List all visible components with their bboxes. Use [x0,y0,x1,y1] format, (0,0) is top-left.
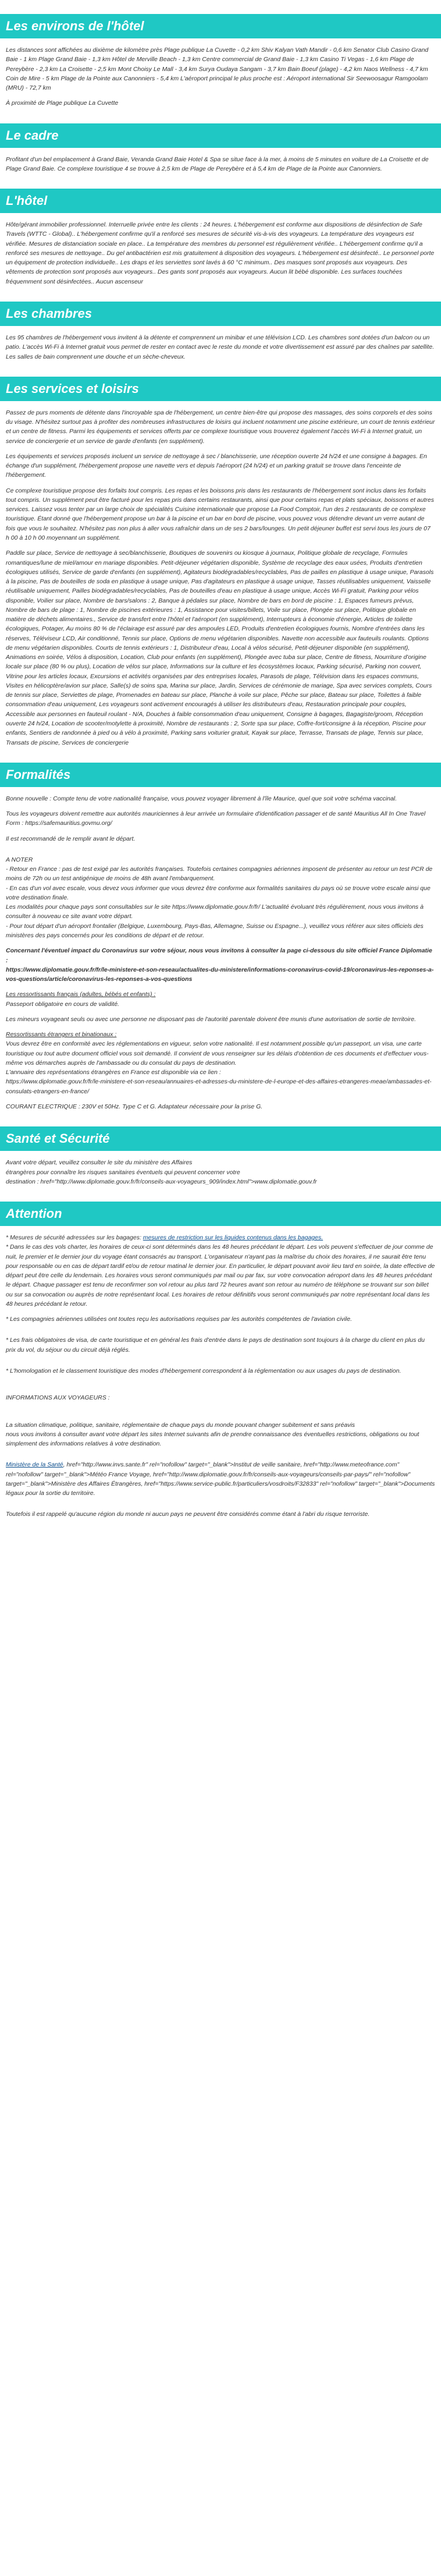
attention-terrorism: Toutefois il est rappelé qu'aucune région du monde ni aucun pays ne peuvent être considérés comme étant à l'abri du risque terroriste. [6,1511,370,1518]
sante-line-2: étrangères pour connaître les risques sanitaires éventuels qui peuvent concerner votre [6,1168,240,1176]
formalites-covid-heading: Concernant l'éventuel impact du Coronavirus sur votre séjour, nous vous invitons à consulter la page ci-dessous du site officiel France Diplomatie : [6,947,432,964]
hotel-text: Hôte/gérant immobilier professionnel. Interruelle privée entre les clients : 24 heures. L'hébergement est conforme aux dispositions de désinfection de Safe Travels (WTTC - Global).. L'hébergement confirme qu'il a renforcé ses mesures de sécurité vis-à-vis des voyageurs. La température des voyageurs est vérifiée. Mesures de distanciation sociale en place.. La température des membres du personnel est régulièrement vérifiée.. L'hébergement confirme qu'il a renforcé ses mesures de nettoyage.. Du gel antibactérien est mis gratuitement à disposition des voyageurs. L'hébergement est désinfecté.. Le personnel porte un équipement de protection individuelle.. Les draps et les serviettes sont lavés à 60 °C minimum.. Des masques sont proposés aux voyageurs. Des vêtements de protection sont proposés aux voyageurs.. Des gants sont proposés aux voyageurs. Aucun lit bébé disponible. Les surfaces touchées fréquemment sont désinfectées.. Aucun ascenseur [6,221,435,285]
formalites-border-airport: - Pour tout départ d'un aéroport frontalier (Belgique, Luxembourg, Pays-Bas, Allemagne, Suisse ou Espagne...), veuillez vous référer aux sites officiels des ministères des pays concernés pour les conditions de départ et de retour. [6,922,424,939]
formalites-covid-link[interactable]: https://www.diplomatie.gouv.fr/fr/le-ministere-et-son-reseau/actualites-du-ministere/informations-coronavirus-covid-19/coronavirus-les-reponses-a-vos-questions/article/coronavirus-les-reponses-a-vos-questions [6,966,434,983]
formalites-electric: COURANT ELECTRIQUE : 230V et 50Hz. Type C et G. Adaptateur nécessaire pour la prise G. [6,1103,263,1110]
attention-baggage-label: * Mesures de sécurité adressées sur les bagages: [6,1234,143,1242]
attention-links-rest: , href="http://www.invs.sante.fr" rel="nofollow" target="_blank">Institut de veille sanitaire, href="http://www.meteofrance.com" rel="nofollow" target="_blank">Météo France Voyage, href="http://www.diplomatie.gouv.fr/fr/conseils-aux-voyageurs/conseils-par-pays/" rel="nofollow" target="_blank">Ministère des Affaires Étrangères, href="https://www.service-public.fr/particuliers/vosdroits/F32833" rel="nofollow" target="_blank">Documents légaux pour la sortie du territoire. [6,1461,435,1497]
sante-line-1: Avant votre départ, veuillez consulter le site du ministère des Affaires [6,1159,193,1167]
formalites-directory-link[interactable]: https://www.diplomatie.gouv.fr/fr/le-ministere-et-son-reseau/annuaires-et-adresses-du-ministere-de-l-europe-et-des-affaires-etrangeres-meae/ambassades-et-consulats-etrangers-en-france/ [6,1078,432,1095]
formalites-foreign-text: Vous devrez être en conformité avec les réglementations en vigueur, selon votre nationalité. Il est notamment possible qu'un passeport, un visa, une carte touristique ou tout autre document officiel vous soit demandé. Il convient de vous renseigner sur les délais d'obtention de ces documents et d'effectuer vous-même vos démarches auprès de l'ambassade ou du consulat du pays de destination. [6,1040,429,1066]
attention-classification: * L'homologation et le classement touristique des modes d'hébergement correspondent à la réglementation ou aux usages du pays de destination. [6,1367,401,1374]
sante-line-3: destination : href="http://www.diplomatie.gouv.fr/fr/conseils-aux-voyageurs_909/index.html">www.diplomatie.gouv.fr [6,1178,317,1185]
attention-info-heading: INFORMATIONS AUX VOYAGEURS : [6,1394,110,1402]
liquids-restriction-link[interactable]: mesures de restriction sur les liquides contenus dans les bagages. [143,1234,323,1242]
ministere-sante-link[interactable]: Ministère de la Santé [6,1461,63,1469]
formalites-recommend: Il est recommandé de le remplir avant le départ. [6,835,136,842]
section-title-cadre: Le cadre [0,123,441,148]
environs-proximity: À proximité de Plage publique La Cuvette [6,100,119,107]
formalites-foreign-heading: Ressortissants étrangers et binationaux : [6,1031,117,1039]
attention-airlines: * Les compagnies aériennes utilisées ont toutes reçu les autorisations requises par les autorités compétentes de l'aviation civile. [6,1316,352,1323]
services-equipment: Les équipements et services proposés incluent un service de nettoyage à sec / blanchisserie, une réception ouverte 24 h/24 et une consigne à bagages. En échange d'un supplément, l'hébergement propose une navette vers et depuis l'aéroport (24 h/24) et un parking gratuit se trouve dans l'enceinte de l'hébergement. [6,452,427,479]
services-restaurants: Ce complexe touristique propose des forfaits tout compris. Les repas et les boissons pris dans les restaurants de l'hébergement sont inclus dans les forfaits tout compris. Un supplément peut être facturé pour les repas pris dans certains restaurants, ainsi que pour certains repas et plats spéciaux, boissons et autres services. Laissez vous tenter par un large choix de spécialités Cuisine internationale que propose La Food Comptoir, l'un des 2 restaurants de ce complexe touristique. Étant donné que l'hébergement propose un bar à la piscine et un bar en bord de piscine, vous pouvez vous détendre devant un verre autant de fois que vous le souhaitez. N'hésitez pas non plus à aller vous rafraîchir dans un de ses 2 bars/lounges. Un petit déjeuner buffet est servi tous les jours de 07 h 00 à 10 h 00 moyennant un supplément. [6,487,434,541]
attention-baggage [6,1233,435,1242]
section-title-environs: Les environs de l'hôtel [0,14,441,38]
formalites-french-heading: Les ressortissants français (adultes, bébés et enfants) : [6,991,156,998]
section-title-formalites: Formalités [0,763,441,787]
section-formalites [0,763,441,1111]
formalites-return: - Retour en France : pas de test exigé par les autorités françaises. Toutefois certaines compagnies aériennes imposent de présenter au retour un test PCR de moins de 72h ou un test antigénique de moins de 48h avant l'embarquement. [6,866,433,883]
attention-sites: nous vous invitons à consulter avant votre départ les sites Internet suivants afin de prendre connaissance des éventuelles restrictions, obligations ou tout simplement des informations relatives à votre destination. [6,1430,419,1448]
section-hotel [0,189,441,286]
formalites-note-heading: A NOTER [6,856,33,863]
section-title-sante: Santé et Sécurité [0,1126,441,1151]
services-spa: Passez de purs moments de détente dans l'incroyable spa de l'hébergement, un centre bien-être qui propose des massages, des soins corporels et des soins du visage. N'hésitez surtout pas à profiter des nombreuses infrastructures de loisirs qui incluent notamment une piscine extérieure, un court de tennis extérieur et un centre de fitness. Parmi les équipements et services offerts par ce complexe touristique vous trouverez également l'accès Wi-Fi à Internet gratuit, un service de conciergerie et un service de garde d'enfants (en supplément). [6,409,435,445]
services-list: Paddle sur place, Service de nettoyage à sec/blanchisserie, Boutiques de souvenirs ou kiosque à journaux, Politique globale de recyclage, Formules romantiques/lune de miel/amour en mariage disponibles. Petit-déjeuner végétarien disponible, Système de recyclage des eaux usées, Produits d'entretien écologiques utilisés, Service de garde d'enfants (en supplément), Agitateurs biodégradables/recyclables, Pas de pailles en plastique à usage unique, Parasols à la piscine, Pas de bouteilles de soda en plastique à usage unique, Pas d'agitateurs en plastique à usage unique, Tasses réutilisables uniquement, Vaisselle réutilisable uniquement, Pailles biodégradables/recyclables, Pas de bouteilles d'eau en plastique à usage unique, Accès Wi-Fi gratuit, Parking pour vélos disponible, Voilier sur place, Nombre de bars/salons : 2, Banque à pédales sur place, Nombre de bars en bord de piscine : 1, Espaces fumeurs prévus, Nombre de bars de plage : 1, Nombre de piscines extérieures : 1, Assistance pour visites/billets, Voile sur place, Plongée sur place, Politique globale en matière de déchets alimentaires., Service de transfert entre l'hôtel et l'aéroport (en supplément), Interrupteurs à économie d'énergie, Articles de toilette écologiques, Potager, Au moins 80 % de l'éclairage est assuré par des ampoules LED, Produits d'entretien écologiques fournis, Nombre d'entrées dans les réserves, Téléviseur LCD, Air conditionné, Tennis sur place, Options de menu végétarien disponibles. Navette non accessible aux fauteuils roulants. Options de menu végétarien disponibles. Courts de tennis extérieurs : 1, Distributeur d'eau, Local à vélos sécurisé, Petit-déjeuner disponible (en supplément), Animations en soirée, Vélos à disposition, Location, Club pour enfants (en supplément), Plongée avec tuba sur place, Centre de fitness, Nourriture d'origine locale sur place (80 % ou plus), Location de vélos sur place, Informations sur la culture et les écosystèmes locaux, Parking sécurisé, Parking non couvert, Vitrine pour les articles locaux, Excursions et activités organisées par des entreprises locales, Parasols de plage, Télévision dans les espaces communs, Visites en hélicoptère/avion sur place, Salle(s) de soins spa, Marina sur place, Jardin, Services de cérémonie de mariage, Spa avec services complets, Cours de tennis sur place, Serviettes de plage, Promenades en bateau sur place, Planche à voile sur place, Pêche sur place, Bateau sur place, Toilettes à faible consommation d'eau uniquement, Les voyageurs sont activement encouragés à utiliser les distributeurs d'eau, Restauration principale pour couples, Accessible aux personnes en fauteuil roulant - N/A, Douches à faible consommation d'eau uniquement, Consigne à bagages, Bagagiste/groom, Réception ouverte 24 h/24, Location de scooter/motylette à proximité, Nombre de restaurants : 2, Sorte spa sur place, Coffre-fort/consigne à la réception, Piscine pour enfants, Sentiers de randonnée à pied ou à vélo à proximité, Parking sans voiturier gratuit, Kayak sur place, Terrasse, Transats de plage, Tennis sur place, Transats de piscine, Services de conciergerie [6,550,434,746]
formalites-stopover: - En cas d'un vol avec escale, vous devez vous informer que vous devrez être conforme aux formalités sanitaires du pays où se trouve votre escale ainsi que votre destination finale. [6,884,431,901]
formalites-passport: Passeport obligatoire en cours de validité. [6,1000,119,1008]
section-sante [0,1126,441,1186]
section-cadre [0,123,441,174]
attention-fees: * Les frais obligatoires de visa, de carte touristique et en général les frais d'entrée dans le pays de destination sont toujours à la charge du client en plus du prix du vol, du séjour ou du circuit déjà réglés. [6,1337,425,1353]
formalites-country-rules: Les modalités pour chaque pays sont consultables sur le site https://www.diplomatie.gouv.fr/fr/ L'actualité évoluant très régulièrement, nous vous invitons à consulter à nouveau ce site avant votre départ. [6,903,424,920]
formalites-directory: L'annuaire des représentations étrangères en France est disponible via ce lien : [6,1069,221,1076]
section-title-attention: Attention [0,1202,441,1226]
attention-situation: La situation climatique, politique, sanitaire, réglementaire de chaque pays du monde pouvant changer subitement et sans préavis [6,1421,355,1429]
formalites-nationality: Bonne nouvelle : Compte tenu de votre nationalité française, vous pouvez voyager librement à l'île Maurice, quel que soit votre schéma vaccinal. [6,795,397,802]
section-chambres [0,302,441,362]
attention-charter: * Dans le cas des vols charter, les horaires de ceux-ci sont déterminés dans les 48 heures précédant le départ. Les vols peuvent s'effectuer de jour comme de nuit, le premier et le dernier jour du voyage étant consacrés au transport. L'organisateur n'ayant pas la maîtrise du choix des horaires, il ne saurait être tenu pour responsable ou en cas de départ tardif et/ou de retour matinal le dernier jour. En particulier, le départ pouvant avoir lieu tard en soirée, la date effective de départ peut être celle du lendemain. Les horaires vous seront communiqués par mail ou par fax, sur votre convocation aéroport dans les 48 heures précédant le départ. Chaque passager est tenu de reconfirmer son vol retour au plus tard 72 heures avant son retour au numéro de téléphone se trouvant sur son billet ou sur sa convocation ou auprès de notre représentant local. Les horaires de retour définitifs vous seront communiqués par notre représentant local dans les 48 heures précédant le retour. [6,1243,435,1308]
chambres-text: Les 95 chambres de l'hébergement vous invitent à la détente et comprennent un minibar et une télévision LCD. Les chambres sont dotées d'un balcon ou un patio. L'accès Wi-Fi à Internet gratuit vous permet de rester en contact avec le reste du monde et votre divertissement est assuré par des chaînes par satellite. Les salles de bain comprennent une douche et un sèche-cheveux. [6,334,435,360]
cadre-text: Profitant d'un bel emplacement à Grand Baie, Veranda Grand Baie Hotel & Spa se situe face à la mer, à moins de 5 minutes en voiture de La Croisette et de Plage Grand Baie. Ce complexe touristique 4 se trouve à 2,5 km de Plage de Pereybère et à 5,4 km de Plage de la Pointe aux Canonniers. [6,155,429,172]
attention-links [6,1460,435,1498]
environs-distances: Les distances sont affichées au dixième de kilomètre près Plage publique La Cuvette - 0,2 km Shiv Kalyan Vath Mandir - 0,6 km Senator Club Casino Grand Baie - 1 km Plage Grand Baie - 1,3 km Hôtel de Merville Beach - 1,3 km Centre commercial de Grand Baie - 1,3 km Casino Ti Vegas - 1,6 km Plage de Pereybère - 2,3 km La Croisette - 2,5 km Mont Choisy Le Mall - 3,4 km Surya Oudaya Sangam - 3,7 km Bain Boeuf (plage) - 4,2 km Naos Wellness - 4,7 km Coin de Mire - 5 km Plage de la Pointe aux Canonniers - 5,4 km L'aéroport principal le plus proche est : Aéroport international Sir Seewoosagur Ramgoolam (MRU) - 72,7 km [6,47,429,92]
section-title-services: Les services et loisirs [0,377,441,401]
formalites-minors: Les mineurs voyageant seuls ou avec une personne ne disposant pas de l'autorité parentale doivent être munis d'une autorisation de sortie de territoire. [6,1015,417,1023]
section-services [0,377,441,747]
section-title-hotel: L'hôtel [0,189,441,213]
section-environs [0,14,441,108]
section-attention [0,1202,441,1519]
section-title-chambres: Les chambres [0,302,441,326]
formalites-travel-form: Tous les voyageurs doivent remettre aux autorités mauriciennes à leur arrivée un formulaire d'identification passager et de santé Mauritius All In One Travel Form : https://safemauritius.govmu.org/ [6,810,426,827]
